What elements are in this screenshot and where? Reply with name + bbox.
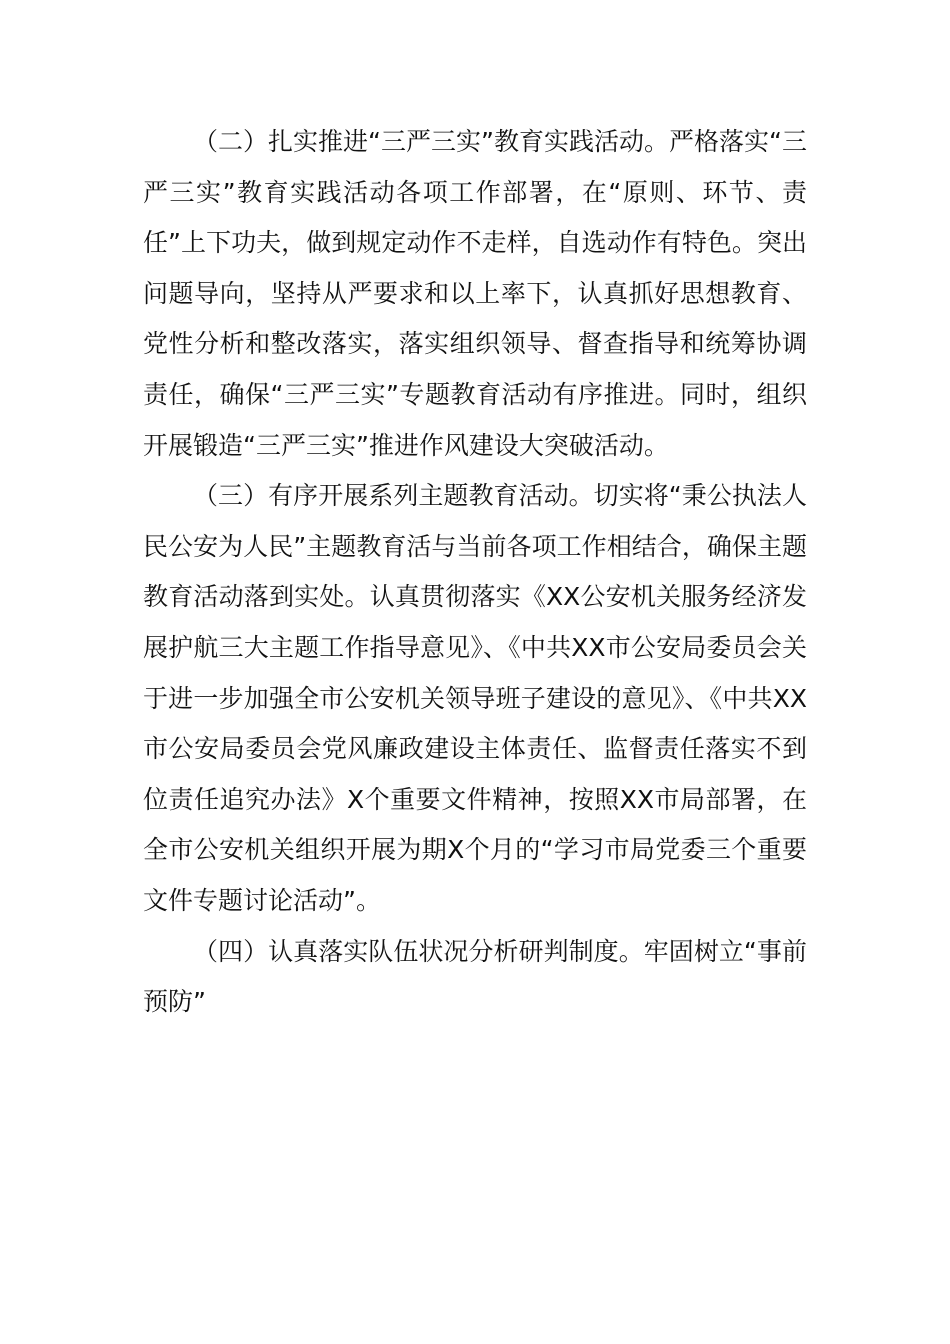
paragraph-4 [143, 927, 807, 1028]
document-body [143, 117, 807, 1028]
paragraph-line: （二）扎实推进“三严三实”教育实践活动。严格落实 [193, 127, 770, 156]
paragraph-line: 统筹协调责任，确保“三严三实”专题教育活动有序推进。同 [143, 329, 807, 409]
paragraph-line: 主题教育活动落到实处。认真贯彻落实《XX公安机关服务 [143, 531, 807, 612]
paragraph-3 [143, 471, 807, 926]
paragraph-line: 局委员会关于进一步加强全市公安机关领导班子建设的意 [143, 632, 807, 713]
paragraph-line: 经济发展护航三大主题工作指导意见》、《中共XX市公安 [143, 582, 807, 662]
paragraph-line: （三）有序开展系列主题教育活动。切实将“秉公执法 [193, 481, 782, 511]
paragraph-line: 见》、《中共XX市公安局委员会党风廉政建设主体责任、 [143, 683, 807, 764]
paragraph-line: 时，组织开展锻造“三严三实”推进作风建设大突破活动。 [143, 379, 807, 460]
paragraph-line: 责任”上下功夫，做到规定动作不走样，自选动作有特色。 [143, 177, 807, 258]
paragraph-line: 照XX市局部署，在全市公安机关组织开展为期X个月的 [143, 784, 807, 865]
paragraph-line: 监督责任落实不到位责任追究办法》X个重要文件精神，按 [143, 734, 807, 814]
paragraph-line: 突出问题导向，坚持从严要求和以上率下，认真抓好思想 [143, 228, 807, 308]
paragraph-line: 前预防” [143, 936, 807, 1017]
paragraph-line: “三严三实”教育实践活动各项工作部署，在“原则、环节、 [143, 127, 808, 207]
paragraph-line: 教育、党性分析和整改落实，落实组织领导、督查指导和 [143, 278, 807, 359]
paragraph-line: “学习市局党委三个重要文件专题讨论活动”。 [143, 835, 807, 915]
paragraph-line: （四）认真落实队伍状况分析研判制度。牢固树立“事 [193, 936, 782, 966]
paragraph-2 [143, 117, 807, 471]
paragraph-line: 人民公安为人民”主题教育活与当前各项工作相结合，确保 [143, 481, 807, 561]
